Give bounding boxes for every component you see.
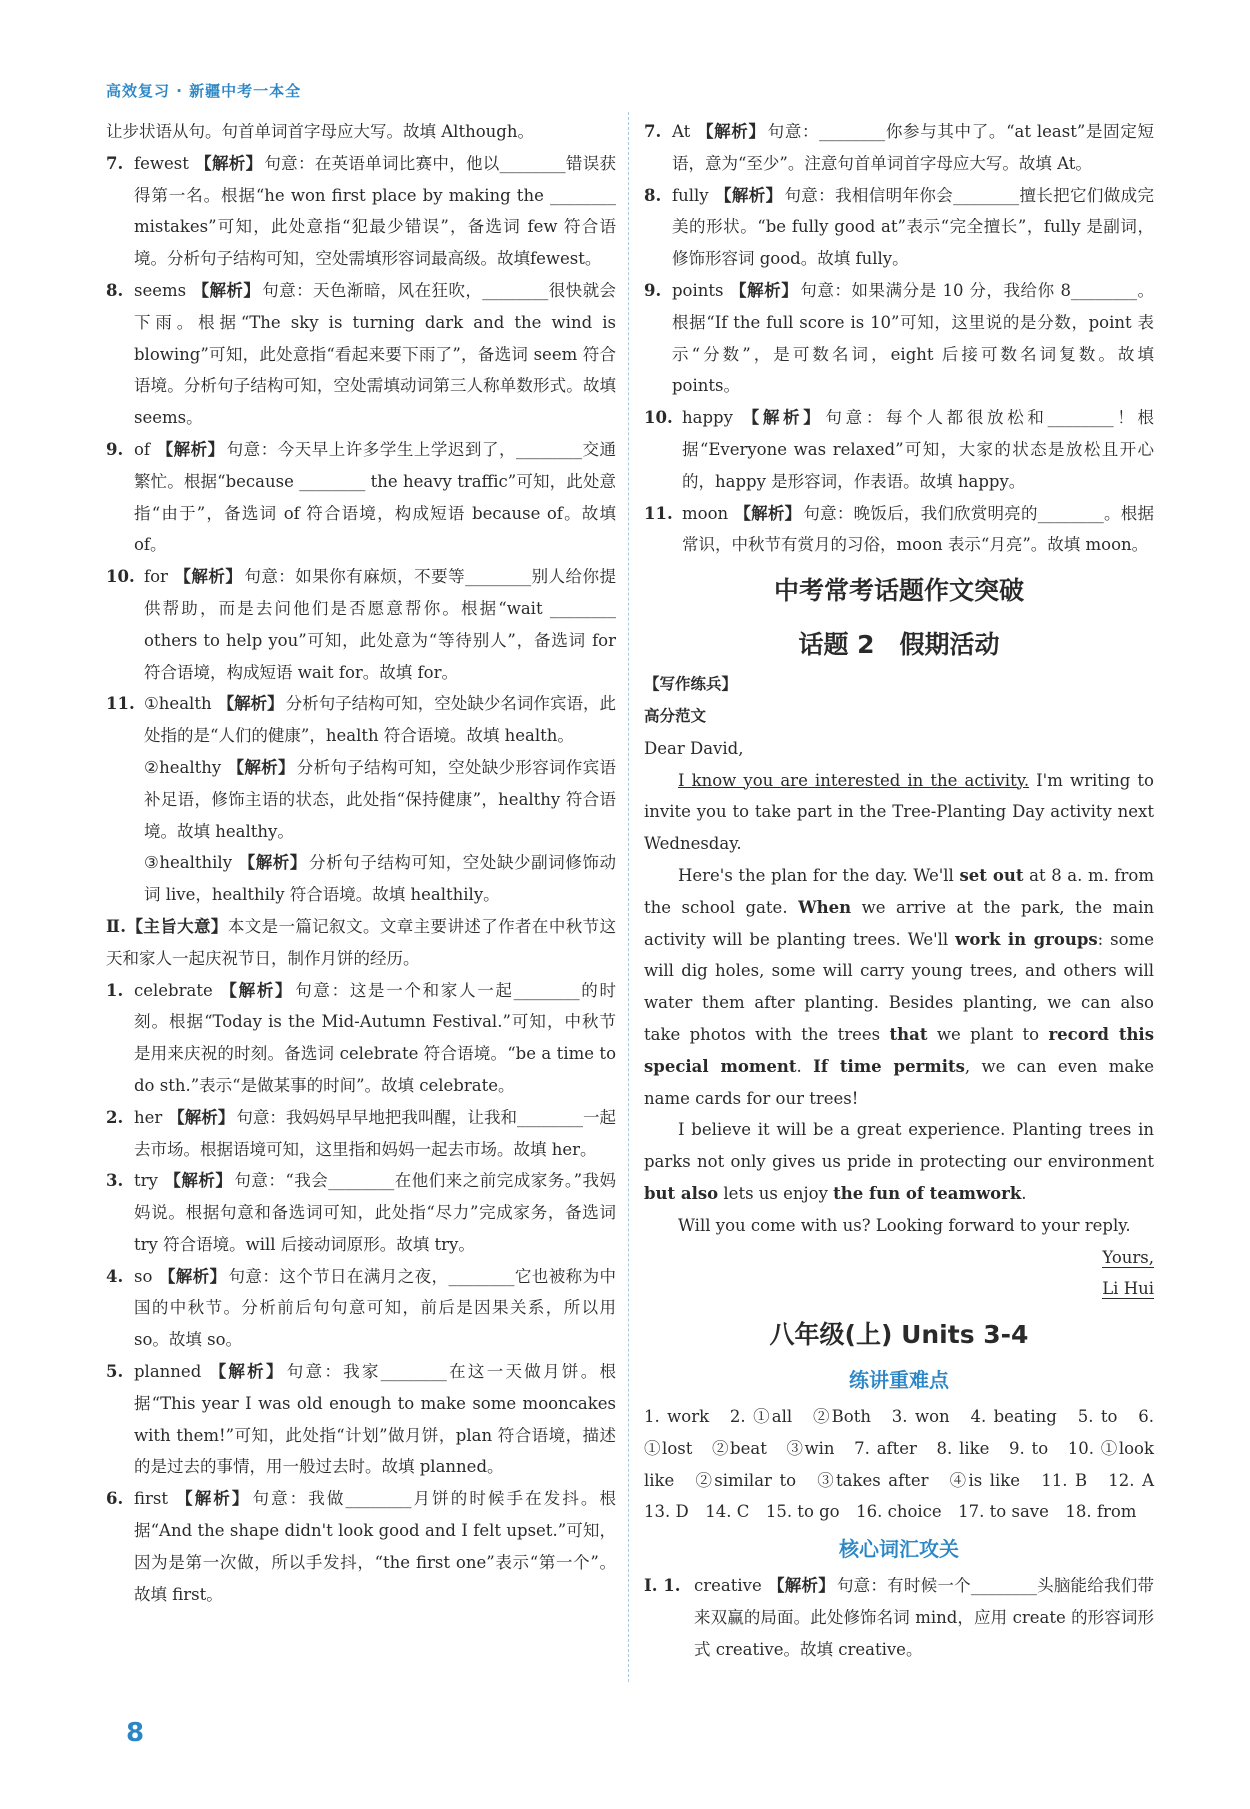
question-number: 7. — [644, 122, 662, 141]
analysis-tag: 【解析】 — [173, 567, 243, 587]
sample-label: 高分范文 — [644, 706, 707, 725]
answer-word: ①health — [144, 694, 212, 714]
question-item — [106, 561, 616, 688]
question-item — [106, 1261, 616, 1356]
question-number: 11. — [644, 503, 673, 523]
answer-word: so — [134, 1266, 153, 1286]
essay-paragraph: Here's the plan for the day. We'll set out at 8 a. m. from the school gate. When we arrive at the park, the main activity will be planting trees. We'll work in groups: some will dig holes, some will carry young trees, and others will water them after planting. Besides planting, we can also take photos with the trees that we plant to record this special moment. If time permits, we can even make name cards for our trees! — [644, 865, 1155, 1108]
question-number: 10. — [106, 567, 135, 587]
question-number: 1. — [106, 980, 124, 1000]
answer-key: 1. work 2. ①all ②Both 3. won 4. beating 5. to 6. ①lost ②beat ③win 7. after 8. like 9. to 10. ①look like ②similar to ③takes after ④is like 11. B 12. A 13. D 14. C 15. to go 16. choice 17. to save 18. from — [644, 1407, 1171, 1522]
question-number: Ⅰ. 1. — [644, 1576, 681, 1596]
question-item — [644, 402, 1154, 497]
answer-word: creative — [694, 1576, 762, 1596]
essay-paragraph: Will you come with us? Looking forward to your reply. — [678, 1215, 1131, 1235]
analysis-tag: 【解析】 — [218, 980, 294, 1000]
answer-word: fewest — [134, 153, 189, 173]
question-item — [106, 275, 616, 434]
answer-word: planned — [134, 1362, 202, 1382]
left-column — [106, 116, 616, 1610]
analysis-text: 句意：我做________月饼的时候手在发抖。根据“And the shape didn't look good and I felt upset.”可知，因为是第一次做，所以手发抖，“the first one”表示“第一个”。故填 first。 — [134, 1489, 617, 1604]
analysis-tag: 【解析】 — [168, 1107, 235, 1127]
question-item — [106, 688, 616, 911]
analysis-tag: 【解析】 — [729, 280, 799, 300]
right-column — [644, 116, 1171, 1666]
question-number: 11. — [106, 694, 135, 714]
answer-word: try — [134, 1171, 158, 1191]
question-number: 10. — [644, 408, 673, 428]
analysis-tag: 【解析】 — [767, 1576, 835, 1596]
essay-signature: Li Hui — [1102, 1279, 1154, 1299]
essay-paragraph: I believe it will be a great experience. Planting trees in parks not only gives us pride in protecting our environment but also lets us enjoy the fun of teamwork. — [644, 1120, 1154, 1203]
analysis-text: 分析句子结构可知，空处缺少副词修饰动词 live，healthily 符合语境。故填 healthily。 — [144, 853, 617, 905]
answer-word: ③healthily — [144, 853, 233, 873]
question-number: 4. — [106, 1266, 124, 1286]
analysis-tag: 【解析】 — [738, 408, 824, 428]
subsection-heading: 练讲重难点 — [849, 1368, 949, 1393]
topic-heading: 话题 2 假期活动 — [798, 630, 1000, 660]
analysis-tag: 【解析】 — [217, 694, 284, 714]
essay-paragraph: I know you are interested in the activity. I'm writing to invite you to take part in the Tree-Planting Day activity next Wednesday. — [644, 770, 1154, 854]
analysis-text: 句意：这个节日在满月之夜，________它也被称为中国的中秋节。分析前后句句意可知，前后是因果关系，所以用 so。故填 so。 — [134, 1266, 617, 1350]
analysis-tag: 【解析】 — [714, 185, 783, 205]
analysis-tag: 【解析】 — [734, 503, 802, 523]
analysis-text: 句意：如果满分是 10 分，我给你 8________。根据“If the full score is 10”可知，这里说的是分数，point 表示“分数”，是可数名词，eight 后接可数名词复数。故填 points。 — [672, 280, 1155, 396]
answer-word: happy — [682, 408, 733, 428]
answer-word: of — [134, 439, 151, 459]
analysis-text: 句意：________你参与其中了。“at least”是固定短语，意为“至少”。注意句首单词首字母应大写。故填 At。 — [672, 122, 1154, 173]
question-item — [644, 180, 1154, 275]
analysis-text: 句意：我相信明年你会________擅长把它们做成完美的形状。“be fully good at”表示“完全擅长”，fully 是副词，修饰形容词 good。故填 fully。 — [672, 185, 1155, 269]
answer-word: first — [134, 1489, 168, 1509]
question-number: 3. — [106, 1171, 124, 1191]
answer-word: points — [672, 280, 724, 300]
analysis-tag: 【解析】 — [194, 153, 263, 173]
analysis-text: 分析句子结构可知，空处缺少形容词作宾语补足语，修饰主语的状态，此处指“保持健康”，healthy 符合语境。故填 healthy。 — [144, 757, 617, 841]
question-number: 9. — [644, 280, 662, 300]
analysis-tag: 【解析】 — [158, 1266, 227, 1286]
analysis-text: 句意：“我会________在他们来之前完成家务。”我妈妈说。根据句意和备选词可知，此处指“尽力”完成家务，备选词 try 符合语境。will 后接动词原形。故填 try。 — [134, 1171, 617, 1254]
analysis-tag: 【解析】 — [174, 1489, 251, 1509]
question-number: 5. — [106, 1362, 124, 1382]
analysis-text: 句意：今天早上许多学生上学迟到了，________交通繁忙。根据“because ________ the heavy traffic”可知，此处意指“由于”，备选词 of 符合语境，构成短语 because of。故填 of。 — [134, 439, 617, 555]
question-item — [644, 1570, 1154, 1665]
analysis-tag: 【解析】 — [207, 1362, 285, 1382]
question-item — [106, 1356, 616, 1483]
subsection-heading: 核心词汇攻关 — [839, 1537, 959, 1562]
question-item — [644, 275, 1154, 402]
analysis-text: 句意：如果你有麻烦，不要等________别人给你提供帮助，而是去问他们是否愿意帮你。根据“wait ________ others to help you”可知，此处意为“等待别人”，备选词 for 符合语境，构成短语 wait for。故填 for。 — [144, 567, 617, 682]
analysis-tag: 【解析】 — [192, 280, 261, 300]
question-item — [644, 498, 1154, 562]
question-item — [106, 148, 616, 275]
question-item — [106, 975, 616, 1102]
sub-answer — [144, 688, 616, 752]
question-item — [644, 116, 1154, 180]
answer-word: At — [672, 122, 691, 141]
answer-word: seems — [134, 280, 187, 300]
answer-word: fully — [672, 185, 709, 205]
page-number: 8 — [126, 1718, 145, 1748]
analysis-text: 句意：我家________在这一天做月饼。根据“This year I was old enough to make some mooncakes with them!”可知，此处指“计划”做月饼，plan 符合语境，描述的是过去的事情，用一般过去时。故填 planned。 — [134, 1362, 617, 1477]
sub-answer — [144, 752, 616, 847]
analysis-text: 句意：我妈妈早早地把我叫醒，让我和________一起去市场。根据语境可知，这里指和妈妈一起去市场。故填 her。 — [134, 1107, 617, 1159]
analysis-text: 句意：天色渐暗，风在狂吹，________很快就会下雨。根据“The sky is turning dark and the wind is blowing”可知，此处意指“看起来要下雨了”，备选词 seem 符合语境。分析句子结构可知，空处需填动词第三人称单数形式。故填 seems。 — [134, 280, 617, 428]
answer-word: moon — [682, 503, 729, 523]
sample-essay — [644, 733, 1154, 1305]
answer-word: her — [134, 1107, 163, 1127]
analysis-text: 句意：每个人都很放松和________！根据“Everyone was relaxed”可知，大家的状态是放松且开心的，happy 是形容词，作表语。故填 happy。 — [682, 408, 1155, 491]
question-item — [106, 434, 616, 561]
essay-closing: Yours, — [1102, 1247, 1154, 1267]
answer-word: for — [144, 567, 168, 587]
question-item — [106, 1483, 616, 1610]
column-divider — [628, 112, 629, 1682]
question-item — [106, 1102, 616, 1166]
section-heading: 中考常考话题作文突破 — [773, 576, 1024, 606]
analysis-tag: 【解析】 — [696, 122, 766, 141]
analysis-tag: 【解析】 — [238, 853, 307, 873]
sub-answer — [144, 847, 616, 911]
question-number: 8. — [644, 185, 662, 205]
analysis-text: 句意：有时候一个________头脑能给我们带来双赢的局面。此处修饰名词 mind，应用 create 的形容词形式 creative。故填 creative。 — [694, 1576, 1155, 1659]
answer-word: ②healthy — [144, 757, 222, 777]
section-label: Ⅱ.【主旨大意】 — [106, 916, 228, 936]
analysis-tag: 【解析】 — [163, 1171, 233, 1191]
essay-greeting: Dear David, — [644, 738, 744, 758]
analysis-text: 句意：在英语单词比赛中，他以________错误获得第一名。根据“he won first place by making the ________ mistakes”可知，此处意指“犯最少错误”，备选词 few 符合语境。分析句子结构可知，空处需填形容词最高级。故填fewest。 — [134, 153, 617, 269]
question-number: 6. — [106, 1489, 124, 1509]
question-number: 8. — [106, 280, 124, 300]
intro-line: 让步状语从句。句首单词首字母应大写。故填 Although。 — [106, 122, 534, 141]
question-number: 9. — [106, 439, 124, 459]
question-number: 7. — [106, 153, 124, 173]
main-idea-section — [106, 911, 616, 975]
question-number: 2. — [106, 1107, 124, 1127]
analysis-tag: 【解析】 — [227, 757, 295, 777]
practice-label: 【写作练兵】 — [644, 675, 738, 694]
units-heading: 八年级(上) Units 3-4 — [769, 1320, 1029, 1350]
analysis-tag: 【解析】 — [156, 439, 225, 459]
analysis-text: 句意：这是一个和家人一起________的时刻。根据“Today is the Mid-Autumn Festival.”可知，中秋节是用来庆祝的时刻。备选词 celebrate 符合语境。“be a time to do sth.”表示“是做某事的时间”。故填 celebrate。 — [134, 980, 617, 1095]
analysis-text: 句意：晚饭后，我们欣赏明亮的________。根据常识，中秋节有赏月的习俗，moon 表示“月亮”。故填 moon。 — [682, 503, 1155, 555]
answer-word: celebrate — [134, 980, 213, 1000]
question-item — [106, 1165, 616, 1260]
analysis-text: 分析句子结构可知，空处缺少名词作宾语，此处指的是“人们的健康”，health 符合语境。故填 health。 — [144, 694, 617, 746]
main-idea-text: 本文是一篇记叙文。文章主要讲述了作者在中秋节这天和家人一起庆祝节日，制作月饼的经历。 — [106, 916, 616, 968]
running-header: 高效复习 · 新疆中考一本全 — [106, 82, 302, 100]
